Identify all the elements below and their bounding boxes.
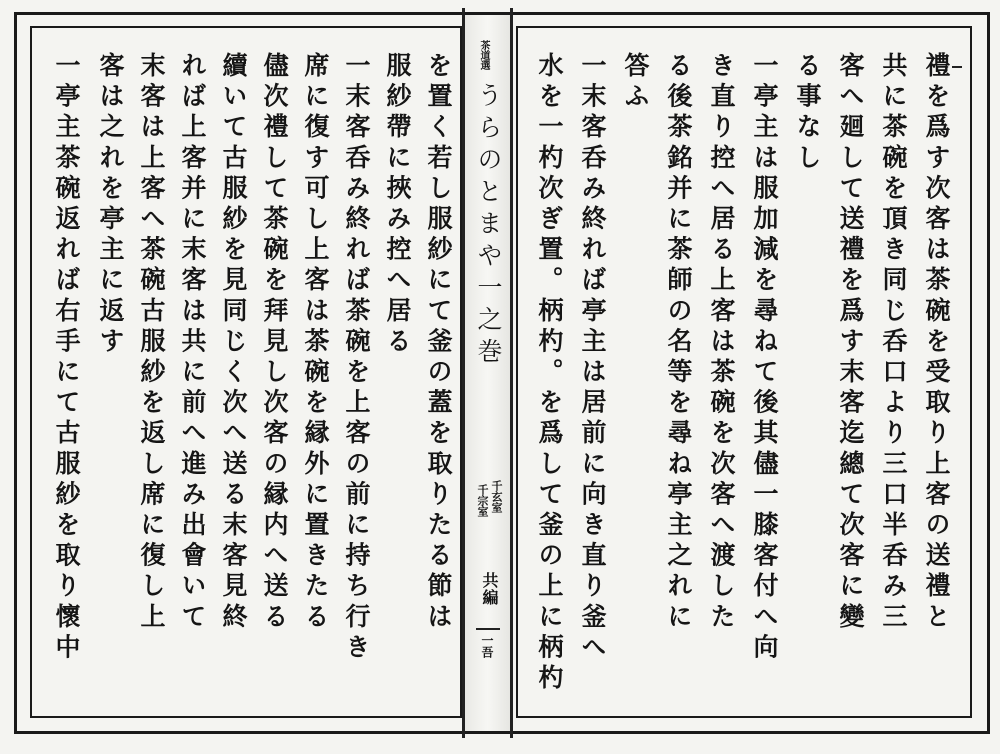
text-column: 答ふ (621, 52, 650, 114)
text-column: る事なし (793, 52, 822, 175)
text-column: 客へ廻して送禮を爲す末客迄總て次客に變 (836, 52, 865, 634)
text-column: る後茶銘并に茶師の名等を尋ね亭主之れに (664, 52, 693, 634)
text-column: 一末客呑み終れば亭主は居前に向き直り釜へ (578, 52, 607, 664)
text-column: 一亭主は服加減を尋ねて後其儘一膝客付へ向 (750, 52, 779, 664)
text-column: 共に茶碗を頂き同じ呑口より三口半呑み三 (879, 52, 908, 634)
text-column: 儘次禮して茶碗を拜見し次客の縁内へ送る (260, 52, 289, 634)
text-column: 一末客呑み終れば茶碗を上客の前に持ち行き (342, 52, 371, 664)
text-column: 禮を爲す次客は茶碗を受取り上客の送禮と (922, 52, 951, 634)
page-number: 一吾 (480, 634, 494, 658)
text-column: き直り控へ居る上客は茶碗を次客へ渡した (707, 52, 736, 634)
gutter-rule-right (510, 8, 513, 738)
text-column: 客は之れを亭主に返す (96, 52, 125, 358)
author-1: 千玄室 (490, 480, 503, 513)
gutter-rule-left (462, 8, 465, 738)
author-2: 千宗室 (476, 484, 489, 517)
text-column: れば上客并に末客は共に前へ進み出會いて (178, 52, 207, 634)
edited-label: 共編 (480, 572, 499, 606)
text-column: 水を一杓次ぎ置。柄杓。を爲して釜の上に柄杓 (535, 52, 564, 695)
text-column: 席に復す可し上客は茶碗を縁外に置きたる (301, 52, 330, 634)
series-label: 茶道選 (478, 40, 489, 70)
text-column: 末客は上客へ茶碗古服紗を返し席に復し上 (137, 52, 166, 634)
margin-rule (476, 628, 500, 630)
text-column: を置く若し服紗にて釜の蓋を取りたる節は (424, 52, 453, 634)
text-column: 服紗帶に挾み控へ居る (383, 52, 412, 358)
text-column: 一亭主茶碗返れば右手にて古服紗を取り懷中 (52, 52, 81, 664)
book-title: うらのとまや一之巻 (474, 82, 503, 370)
text-column: 續いて古服紗を見同じく次へ送る末客見終 (219, 52, 248, 634)
author-block (476, 480, 502, 564)
center-margin (470, 40, 506, 700)
